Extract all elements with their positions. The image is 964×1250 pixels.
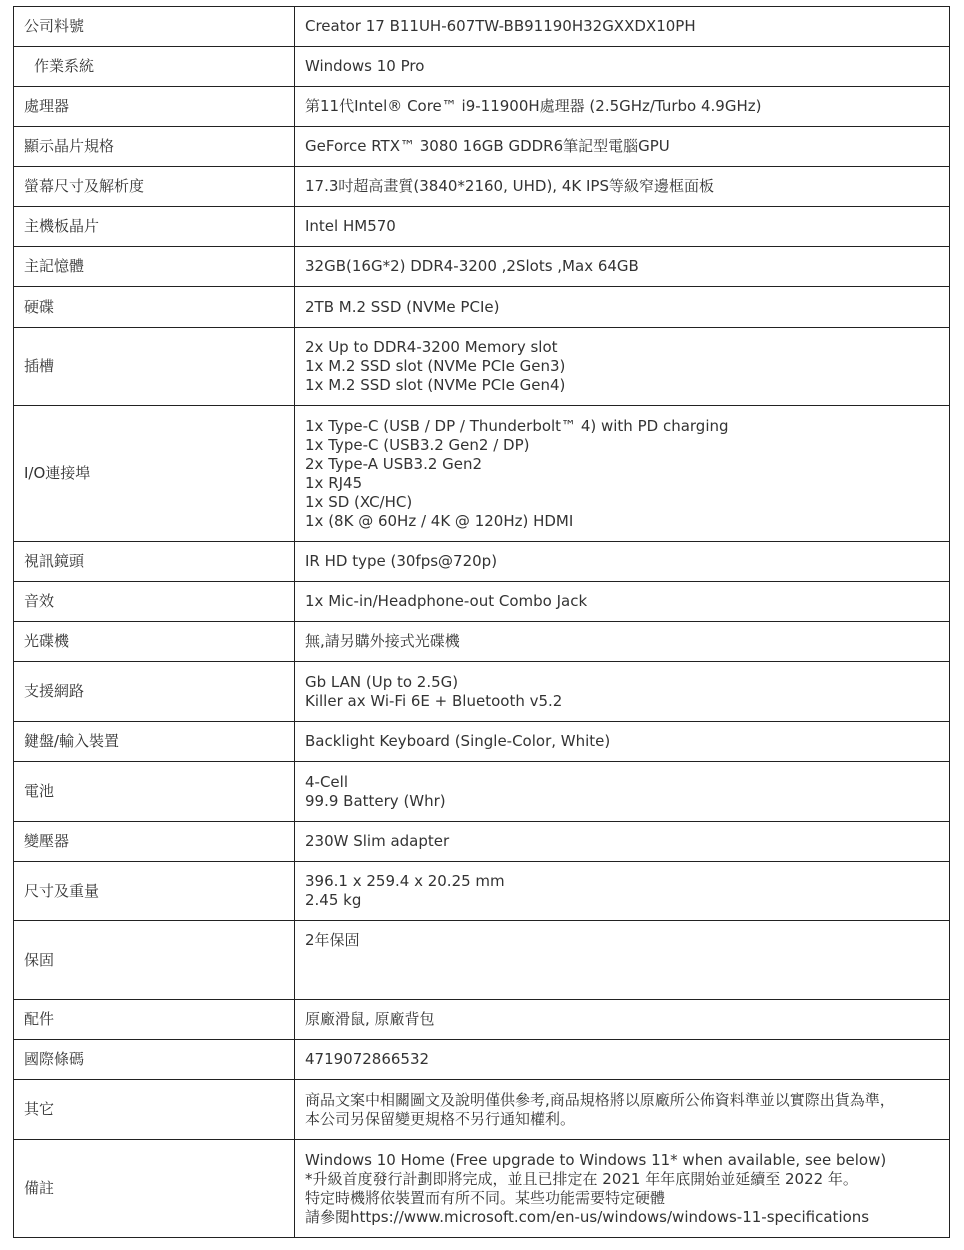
value-line: GeForce RTX™ 3080 16GB GDDR6筆記型電腦GPU: [305, 137, 670, 155]
table-row: [14, 1000, 950, 1040]
value-line: Windows 10 Home (Free upgrade to Windows 11* when available, see below): [305, 1150, 887, 1169]
row-label: 光碟機: [14, 622, 295, 662]
value-line: 無,請另購外接式光碟機: [305, 632, 460, 650]
row-value: [295, 582, 950, 622]
value-line: 1x SD (XC/HC): [305, 492, 413, 511]
row-value: [295, 762, 950, 822]
value-line: Gb LAN (Up to 2.5G): [305, 672, 459, 691]
value-line: 1x Type-C (USB3.2 Gen2 / DP): [305, 435, 530, 454]
row-value: [295, 1140, 950, 1238]
table-row: [14, 542, 950, 582]
row-value: [295, 1080, 950, 1140]
table-row: [14, 127, 950, 167]
table-row: [14, 921, 950, 1000]
row-value: [295, 287, 950, 328]
row-label: 處理器: [14, 87, 295, 127]
row-value: [295, 1000, 950, 1040]
row-label: 其它: [14, 1080, 295, 1140]
table-row: [14, 1040, 950, 1080]
spec-table: [13, 6, 950, 1238]
row-label: 顯示晶片規格: [14, 127, 295, 167]
table-row: [14, 47, 950, 87]
row-value: [295, 47, 950, 87]
row-value: [295, 921, 950, 1000]
row-value: [295, 622, 950, 662]
row-label: 主機板晶片: [14, 207, 295, 247]
table-row: [14, 822, 950, 862]
table-row: [14, 1140, 950, 1238]
row-value: [295, 207, 950, 247]
value-line: 商品文案中相關圖文及說明僅供參考,商品規格將以原廠所公佈資料準並以實際出貨為準，: [305, 1090, 895, 1109]
value-line: 本公司另保留變更規格不另行通知權利。: [305, 1109, 576, 1128]
row-label: 國際條碼: [14, 1040, 295, 1080]
table-row: [14, 207, 950, 247]
row-label: 保固: [14, 921, 295, 1000]
table-row: [14, 328, 950, 406]
value-line: 32GB(16G*2) DDR4-3200 ,2Slots ,Max 64GB: [305, 257, 639, 275]
value-line: 1x M.2 SSD slot (NVMe PCIe Gen3): [305, 357, 566, 375]
row-label: 備註: [14, 1140, 295, 1238]
row-value: [295, 87, 950, 127]
value-line: *升級首度發行計劃即將完成，並且已排定在 2021 年年底開始並延續至 2022 年。: [305, 1169, 858, 1188]
value-line: 396.1 x 259.4 x 20.25 mm: [305, 872, 505, 890]
table-row: [14, 287, 950, 328]
value-line: 1x M.2 SSD slot (NVMe PCIe Gen4): [305, 376, 566, 394]
row-value: [295, 1040, 950, 1080]
value-line: IR HD type (30fps@720p): [305, 552, 498, 570]
table-row: [14, 722, 950, 762]
value-line: 17.3吋超高畫質(3840*2160, UHD), 4K IPS等級窄邊框面板: [305, 177, 714, 195]
value-line: 1x (8K @ 60Hz / 4K @ 120Hz) HDMI: [305, 511, 574, 530]
row-label: 主記憶體: [14, 247, 295, 287]
value-line: 第11代Intel® Core™ i9-11900H處理器 (2.5GHz/Turbo 4.9GHz): [305, 97, 762, 115]
row-label: 鍵盤/輸入裝置: [14, 722, 295, 762]
table-row: [14, 662, 950, 722]
value-line: 1x RJ45: [305, 473, 363, 492]
value-line: 2x Type-A USB3.2 Gen2: [305, 454, 483, 473]
row-label: 作業系統: [14, 47, 295, 87]
value-line: 2.45 kg: [305, 891, 362, 909]
row-label: 變壓器: [14, 822, 295, 862]
row-label: 插槽: [14, 328, 295, 406]
row-value: [295, 822, 950, 862]
row-value: [295, 722, 950, 762]
row-value: [295, 328, 950, 406]
table-row: [14, 247, 950, 287]
row-label: I/O連接埠: [14, 406, 295, 542]
value-line: 1x Mic-in/Headphone-out Combo Jack: [305, 592, 588, 610]
row-value: [295, 167, 950, 207]
value-line: 99.9 Battery (Whr): [305, 791, 446, 810]
value-line: 4-Cell: [305, 772, 348, 791]
table-row: [14, 582, 950, 622]
row-label: 音效: [14, 582, 295, 622]
value-line: 原廠滑鼠, 原廠背包: [305, 1010, 435, 1028]
row-value: [295, 406, 950, 542]
row-label: 硬碟: [14, 287, 295, 328]
row-label: 視訊鏡頭: [14, 542, 295, 582]
table-row: [14, 167, 950, 207]
row-value: [295, 862, 950, 921]
table-row: [14, 1080, 950, 1140]
row-value: [295, 127, 950, 167]
row-value: [295, 7, 950, 47]
value-line: 1x Type-C (USB / DP / Thunderbolt™ 4) with PD charging: [305, 416, 729, 435]
value-line: Intel HM570: [305, 217, 396, 235]
table-row: [14, 7, 950, 47]
row-label: 電池: [14, 762, 295, 822]
row-value: [295, 542, 950, 582]
table-row: [14, 622, 950, 662]
value-line: Killer ax Wi-Fi 6E + Bluetooth v5.2: [305, 691, 563, 710]
row-label: 支援網路: [14, 662, 295, 722]
row-label: 配件: [14, 1000, 295, 1040]
table-row: [14, 87, 950, 127]
row-value: [295, 662, 950, 722]
value-line: 4719072866532: [305, 1050, 430, 1068]
value-line: 2年保固: [305, 931, 360, 949]
row-label: 螢幕尺寸及解析度: [14, 167, 295, 207]
row-value: [295, 247, 950, 287]
value-line: 請參閱https://www.microsoft.com/en-us/windows/windows-11-specifications: [305, 1207, 870, 1226]
value-line: 2TB M.2 SSD (NVMe PCIe): [305, 297, 500, 316]
value-line: 2x Up to DDR4-3200 Memory slot: [305, 338, 558, 356]
value-line: Windows 10 Pro: [305, 57, 425, 75]
row-label: 公司料號: [14, 7, 295, 47]
table-row: [14, 406, 950, 542]
value-line: 230W Slim adapter: [305, 832, 450, 850]
value-line: Creator 17 B11UH-607TW-BB91190H32GXXDX10PH: [305, 17, 696, 35]
row-label: 尺寸及重量: [14, 862, 295, 921]
table-row: [14, 862, 950, 921]
table-row: [14, 762, 950, 822]
value-line: 特定時機將依裝置而有所不同。某些功能需要特定硬體: [305, 1188, 666, 1207]
value-line: Backlight Keyboard (Single-Color, White): [305, 732, 611, 750]
